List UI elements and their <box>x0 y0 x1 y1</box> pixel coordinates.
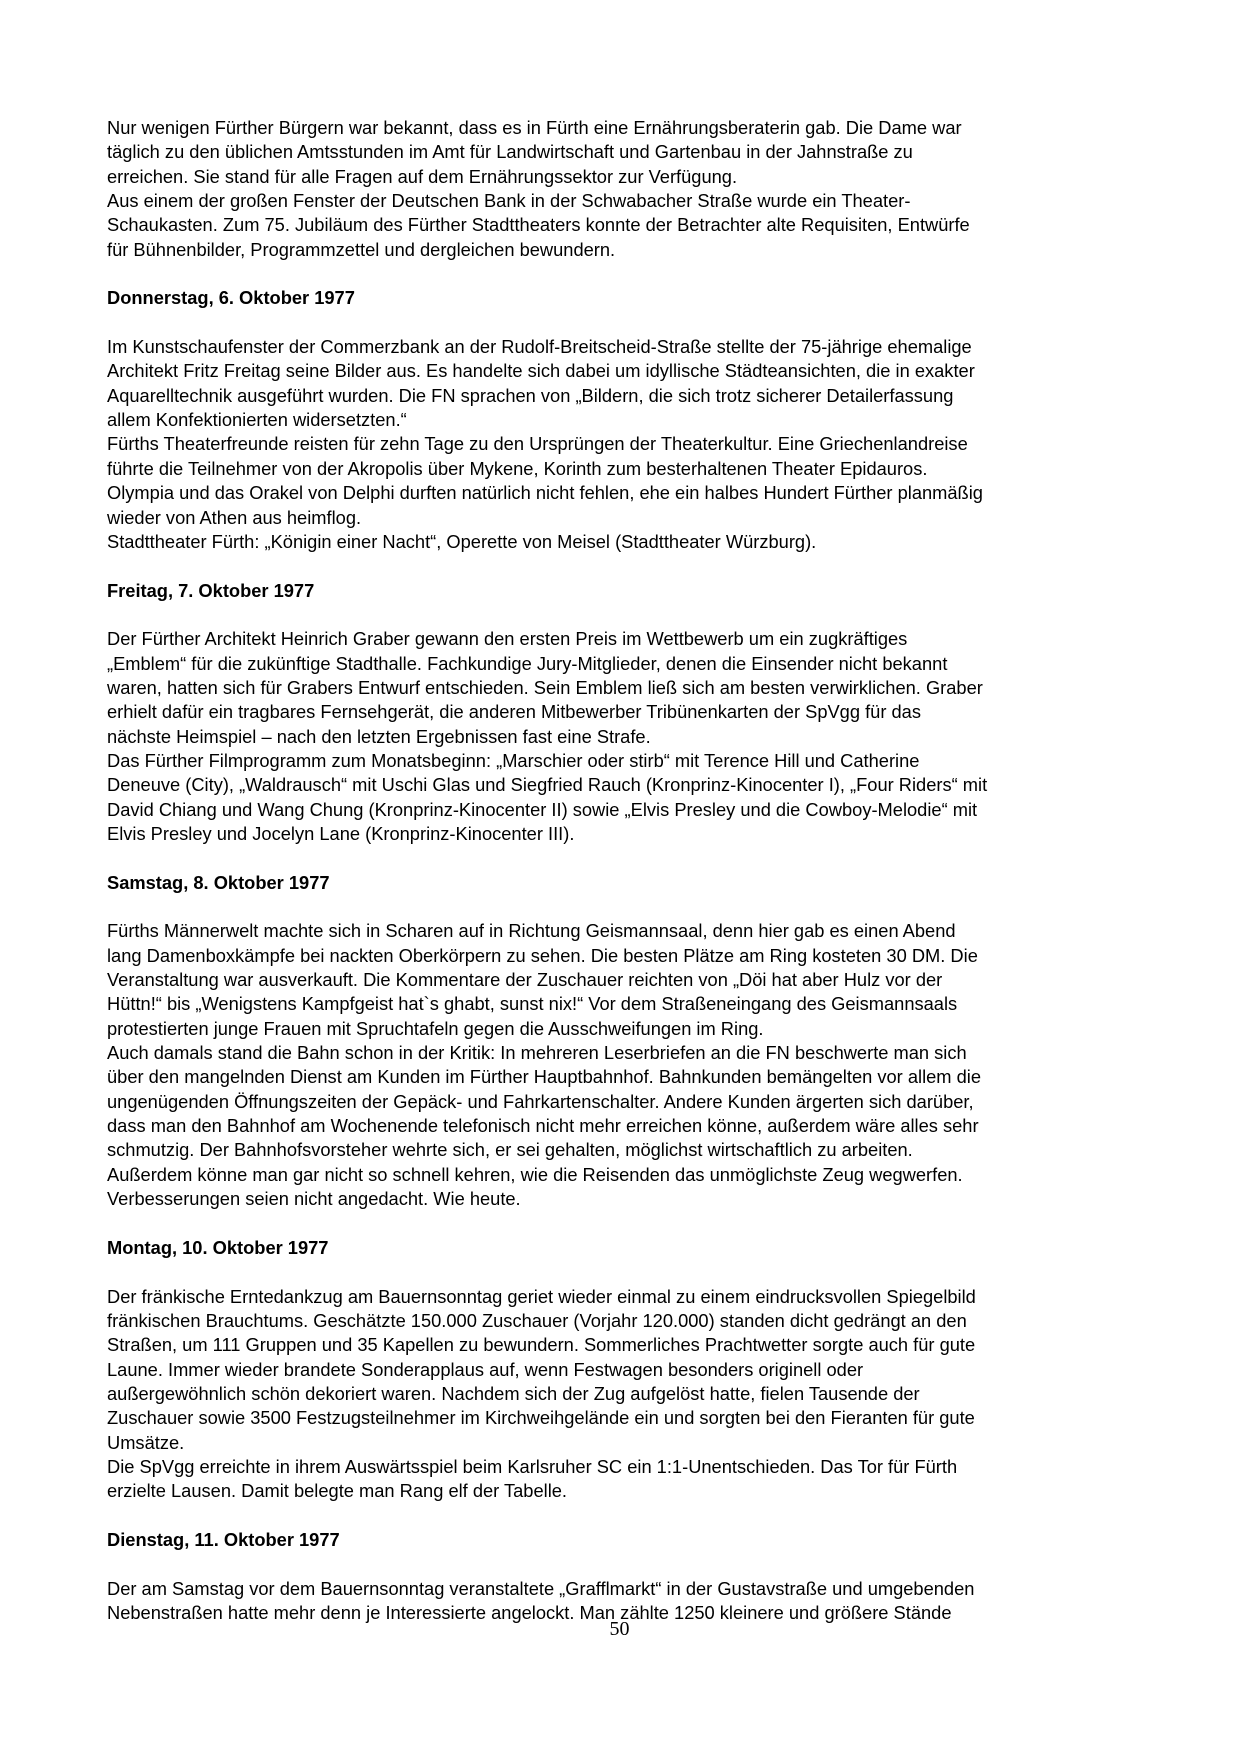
text-line: Verbesserungen seien nicht angedacht. Wie heute. <box>107 1188 521 1210</box>
section-heading-donnerstag-6-oktober: Donnerstag, 6. Oktober 1977 <box>107 287 355 309</box>
text-line: Nebenstraßen hatte mehr denn je Interessierte angelockt. Man zählte 1250 kleinere und größere Stände <box>107 1601 952 1623</box>
text-line: Aus einem der großen Fenster der Deutschen Bank in der Schwabacher Straße wurde ein Theater- <box>107 190 911 212</box>
document-body <box>107 116 1239 1625</box>
text-line: Deneuve (City), „Waldrausch“ mit Uschi Glas und Siegfried Rauch (Kronprinz-Kinocenter I), „Four Riders“ mit <box>107 774 988 796</box>
text-line: David Chiang und Wang Chung (Kronprinz-Kinocenter II) sowie „Elvis Presley und die Cowboy-Melodie“ mit <box>107 798 978 820</box>
text-line: Elvis Presley und Jocelyn Lane (Kronprinz-Kinocenter III). <box>107 822 575 844</box>
text-line: protestierten junge Frauen mit Spruchtafeln gegen die Ausschweifungen im Ring. <box>107 1017 764 1039</box>
text-line: Der am Samstag vor dem Bauernsonntag veranstaltete „Grafflmarkt“ in der Gustavstraße und umgebenden <box>107 1577 975 1599</box>
text-line: Fürths Männerwelt machte sich in Scharen auf in Richtung Geismannsaal, denn hier gab es einen Abend <box>107 920 956 942</box>
section-paragraph <box>107 1285 1239 1504</box>
text-line: Architekt Fritz Freitag seine Bilder aus. Es handelte sich dabei um idyllische Städteansichten, die in exakter <box>107 360 975 382</box>
text-line: über den mangelnden Dienst am Kunden im Fürther Hauptbahnhof. Bahnkunden bemängelten vor allem die <box>107 1066 982 1088</box>
text-line: Schaukasten. Zum 75. Jubiläum des Fürther Stadttheaters konnte der Betrachter alte Requisiten, Entwürfe <box>107 214 970 236</box>
text-line: Laune. Immer wieder brandete Sonderapplaus auf, wenn Festwagen besonders originell oder <box>107 1358 864 1380</box>
text-line: Zuschauer sowie 3500 Festzugsteilnehmer im Kirchweihgelände ein und sorgten bei den Fieranten für gute <box>107 1407 975 1429</box>
section-heading-dienstag-11-oktober: Dienstag, 11. Oktober 1977 <box>107 1528 340 1550</box>
text-line: Olympia und das Orakel von Delphi durften natürlich nicht fehlen, ehe ein halbes Hundert Fürther planmäßig <box>107 482 983 504</box>
text-line: Die SpVgg erreichte in ihrem Auswärtsspiel beim Karlsruher SC ein 1:1-Unentschieden. Das Tor für Fürth <box>107 1455 958 1477</box>
section-paragraph <box>107 919 1239 1211</box>
text-line: Fürths Theaterfreunde reisten für zehn Tage zu den Ursprüngen der Theaterkultur. Eine Griechenlandreise <box>107 433 968 455</box>
text-line: Auch damals stand die Bahn schon in der Kritik: In mehreren Leserbriefen an die FN beschwerte man sich <box>107 1042 967 1064</box>
text-line: Umsätze. <box>107 1431 185 1453</box>
text-line: waren, hatten sich für Grabers Entwurf entschieden. Sein Emblem ließ sich am besten verwirklichen. Graber <box>107 676 983 698</box>
text-line: Außerdem könne man gar nicht so schnell kehren, wie die Reisenden das unmöglichste Zeug wegwerfen. <box>107 1163 963 1185</box>
text-line: „Emblem“ für die zukünftige Stadthalle. Fachkundige Jury-Mitglieder, denen die Einsender nicht bekannt <box>107 652 948 674</box>
text-line: Hüttn!“ bis „Wenigstens Kampfgeist hat`s ghabt, sunst nix!“ Vor dem Straßeneingang des Geismannsaals <box>107 993 958 1015</box>
text-line: allem Konfektionierten widersetzten.“ <box>107 409 407 431</box>
text-line: erzielte Lausen. Damit belegte man Rang elf der Tabelle. <box>107 1480 568 1502</box>
section-paragraph <box>107 627 1239 846</box>
text-line: außergewöhnlich schön dekoriert waren. Nachdem sich der Zug aufgelöst hatte, fielen Tausende der <box>107 1382 920 1404</box>
text-line: erhielt dafür ein tragbares Fernsehgerät, die anderen Mitbewerber Tribünenkarten der SpVgg für das <box>107 701 921 723</box>
text-line: Aquarelltechnik ausgeführt wurden. Die FN sprachen von „Bildern, die sich trotz sicherer Detailerfassung <box>107 384 954 406</box>
text-line: führte die Teilnehmer von der Akropolis über Mykene, Korinth zum besterhaltenen Theater Epidauros. <box>107 457 928 479</box>
section-heading-samstag-8-oktober: Samstag, 8. Oktober 1977 <box>107 871 330 893</box>
text-line: lang Damenboxkämpfe bei nackten Oberkörpern zu sehen. Die besten Plätze am Ring kosteten 30 DM. Die <box>107 944 978 966</box>
text-line: Nur wenigen Fürther Bürgern war bekannt, dass es in Fürth eine Ernährungsberaterin gab. Die Dame war <box>107 117 962 138</box>
text-line: fränkischen Brauchtums. Geschätzte 150.000 Zuschauer (Vorjahr 120.000) standen dicht gedrängt an den <box>107 1309 967 1331</box>
text-line: Straßen, um 111 Gruppen und 35 Kapellen zu bewundern. Sommerliches Prachtwetter sorgte auch für gute <box>107 1334 976 1356</box>
text-line: Der fränkische Erntedankzug am Bauernsonntag geriet wieder einmal zu einem eindrucksvollen Spiegelbild <box>107 1285 976 1307</box>
section-heading-freitag-7-oktober: Freitag, 7. Oktober 1977 <box>107 579 315 601</box>
text-line: dass man den Bahnhof am Wochenende telefonisch nicht mehr erreichen könne, außerdem wäre alles sehr <box>107 1115 979 1137</box>
text-line: Der Fürther Architekt Heinrich Graber gewann den ersten Preis im Wettbewerb um ein zugkräftiges <box>107 628 908 650</box>
text-line: Im Kunstschaufenster der Commerzbank an der Rudolf-Breitscheid-Straße stellte der 75-jährige ehemalige <box>107 336 972 358</box>
page-number: 50 <box>609 1618 630 1640</box>
text-line: nächste Heimspiel – nach den letzten Ergebnissen fast eine Strafe. <box>107 725 651 747</box>
text-line: wieder von Athen aus heimflog. <box>107 506 362 528</box>
section-heading-montag-10-oktober: Montag, 10. Oktober 1977 <box>107 1236 329 1258</box>
text-line: täglich zu den üblichen Amtsstunden im Amt für Landwirtschaft und Gartenbau in der Jahnstraße zu <box>107 141 913 163</box>
text-line: Stadttheater Fürth: „Königin einer Nacht“, Operette von Meisel (Stadttheater Würzburg). <box>107 530 817 552</box>
text-line: schmutzig. Der Bahnhofsvorsteher wehrte sich, er sei gehalten, möglichst wirtschaftlich zu arbeiten. <box>107 1139 913 1161</box>
intro-paragraph <box>107 116 1239 262</box>
section-paragraph <box>107 335 1239 554</box>
text-line: für Bühnenbilder, Programmzettel und dergleichen bewundern. <box>107 238 616 260</box>
text-line: Das Fürther Filmprogramm zum Monatsbeginn: „Marschier oder stirb“ mit Terence Hill und Catherine <box>107 749 920 771</box>
text-line: ungenügenden Öffnungszeiten der Gepäck- und Fahrkartenschalter. Andere Kunden ärgerten sich darüber, <box>107 1090 974 1112</box>
text-line: erreichen. Sie stand für alle Fragen auf dem Ernährungssektor zur Verfügung. <box>107 165 738 187</box>
text-line: Veranstaltung war ausverkauft. Die Kommentare der Zuschauer reichten von „Döi hat aber Hulz vor der <box>107 969 943 991</box>
